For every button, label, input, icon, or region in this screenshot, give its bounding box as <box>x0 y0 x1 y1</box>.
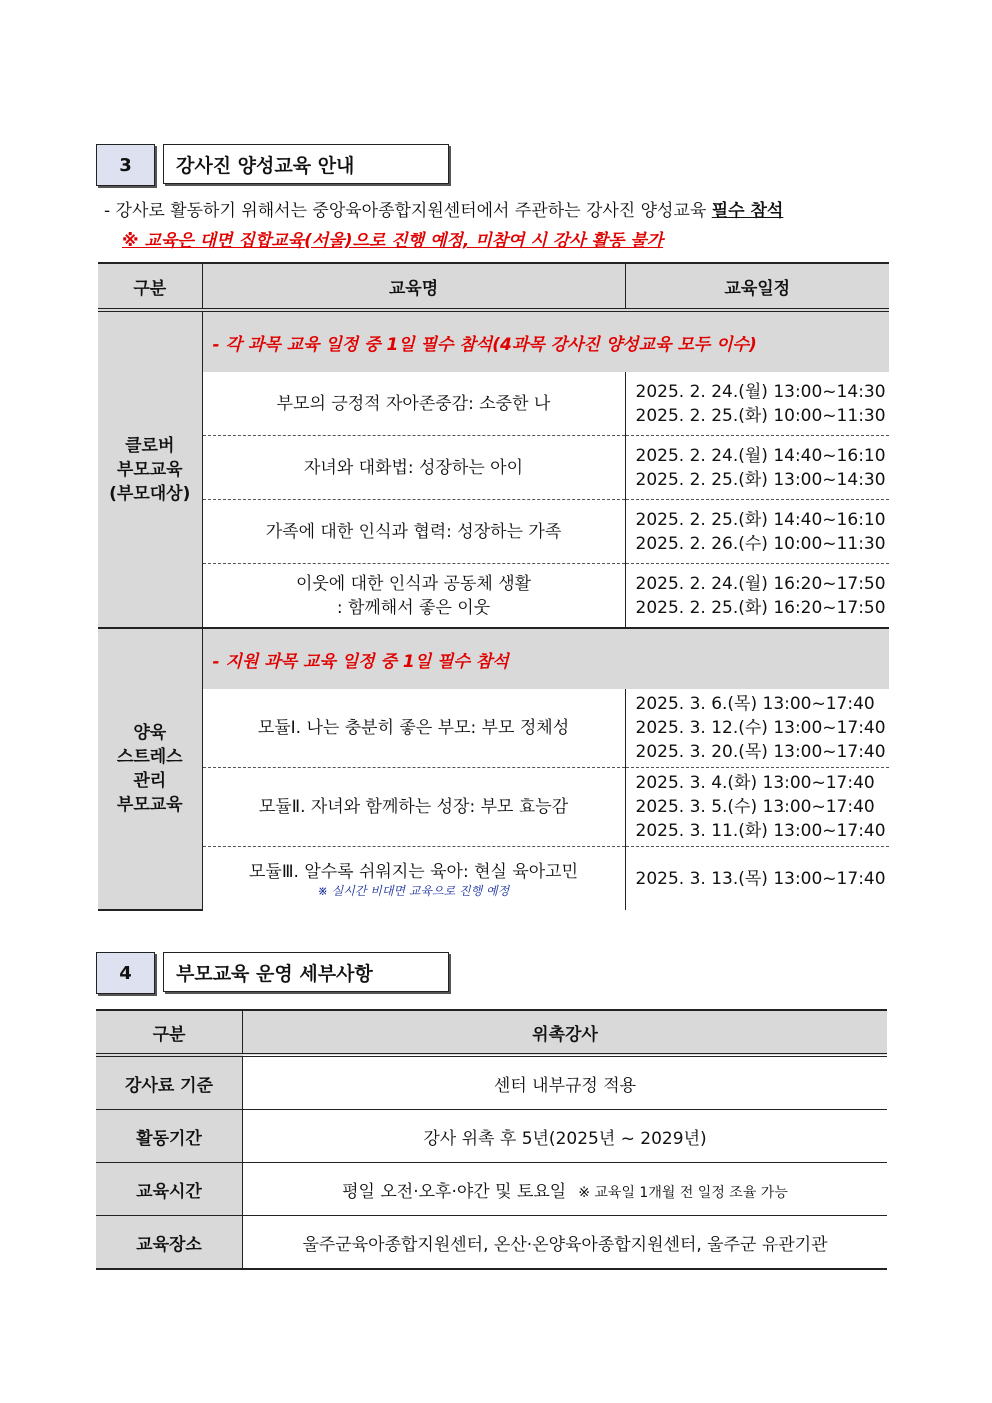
table-row <box>98 564 889 629</box>
section3-intro <box>104 196 783 221</box>
online-note: ※ 실시간 비대면 교육으로 진행 예정 <box>317 883 510 898</box>
table-row <box>96 1055 887 1110</box>
course-dates: 2025. 2. 24.(월) 13:00~14:30 2025. 2. 25.(화) 10:00~11:30 <box>625 372 889 436</box>
table-row <box>98 436 889 500</box>
header-instructor: 위촉강사 <box>243 1010 888 1055</box>
section3-notice: ※ 교육은 대면 집합교육(서울)으로 진행 예정, 미참여 시 강사 활동 불가 <box>122 231 664 251</box>
table-row <box>96 1163 887 1216</box>
group1-band: - 각 과목 교육 일정 중 1일 필수 참석(4과목 강사진 양성교육 모두 이수) <box>202 310 889 372</box>
operation-details-table <box>96 1009 887 1270</box>
row-value: 울주군육아종합지원센터, 온산·온양육아종합지원센터, 울주군 유관기관 <box>243 1216 888 1270</box>
row-value: 센터 내부규정 적용 <box>243 1055 888 1110</box>
table-row <box>98 500 889 564</box>
table-header-row <box>98 263 889 310</box>
table-row <box>98 847 889 911</box>
course-name: 모듈Ⅰ. 나는 충분히 좋은 부모: 부모 정체성 <box>202 689 625 768</box>
table-header-row <box>96 1010 887 1055</box>
row-value: 강사 위촉 후 5년(2025년 ~ 2029년) <box>243 1110 888 1163</box>
course-name: 모듈Ⅲ. 알수록 쉬워지는 육아: 현실 육아고민 ※ 실시간 비대면 교육으로 진행 예정 <box>202 847 625 911</box>
intro-text: - 강사로 활동하기 위해서는 중앙육아종합지원센터에서 주관하는 강사진 양성교육 <box>104 201 712 221</box>
group2-label: 양육 스트레스 관리 부모교육 <box>98 628 202 910</box>
course-dates: 2025. 3. 6.(목) 13:00~17:40 2025. 3. 12.(수) 13:00~17:40 2025. 3. 20.(목) 13:00~17:40 <box>625 689 889 768</box>
course-dates: 2025. 2. 24.(월) 14:40~16:10 2025. 2. 25.(화) 13:00~14:30 <box>625 436 889 500</box>
row-label: 강사료 기준 <box>96 1055 243 1110</box>
table-row <box>98 689 889 768</box>
row-value: 평일 오전·오후·야간 및 토요일 ※ 교육일 1개월 전 일정 조율 가능 <box>243 1163 888 1216</box>
schedule-note: ※ 교육일 1개월 전 일정 조율 가능 <box>578 1184 788 1201</box>
header-course: 교육명 <box>202 263 625 310</box>
course-name: 가족에 대한 인식과 협력: 성장하는 가족 <box>202 500 625 564</box>
section3-title: 강사진 양성교육 안내 <box>163 144 449 184</box>
course-dates: 2025. 3. 13.(목) 13:00~17:40 <box>625 847 889 911</box>
header-category: 구분 <box>96 1010 243 1055</box>
course-dates: 2025. 2. 25.(화) 14:40~16:10 2025. 2. 26.(수) 10:00~11:30 <box>625 500 889 564</box>
row-label: 활동기간 <box>96 1110 243 1163</box>
header-schedule: 교육일정 <box>625 263 889 310</box>
row-label: 교육시간 <box>96 1163 243 1216</box>
course-name: 부모의 긍정적 자아존중감: 소중한 나 <box>202 372 625 436</box>
table-row <box>96 1216 887 1270</box>
intro-emphasis: 필수 참석 <box>711 201 784 221</box>
course-dates: 2025. 2. 24.(월) 16:20~17:50 2025. 2. 25.(화) 16:20~17:50 <box>625 564 889 629</box>
section4-title: 부모교육 운영 세부사항 <box>163 952 449 992</box>
table-row <box>98 372 889 436</box>
training-schedule-table <box>98 262 889 911</box>
section4-number: 4 <box>96 952 155 994</box>
group1-band-row <box>98 310 889 372</box>
course-dates: 2025. 3. 4.(화) 13:00~17:40 2025. 3. 5.(수) 13:00~17:40 2025. 3. 11.(화) 13:00~17:40 <box>625 768 889 847</box>
group2-band: - 지원 과목 교육 일정 중 1일 필수 참석 <box>202 628 889 689</box>
table-row <box>96 1110 887 1163</box>
group1-label: 클로버 부모교육 (부모대상) <box>98 310 202 628</box>
course-name: 이웃에 대한 인식과 공동체 생활 : 함께해서 좋은 이웃 <box>202 564 625 629</box>
header-category: 구분 <box>98 263 202 310</box>
group2-band-row <box>98 628 889 689</box>
table-row <box>98 768 889 847</box>
course-name: 모듈Ⅱ. 자녀와 함께하는 성장: 부모 효능감 <box>202 768 625 847</box>
course-name: 자녀와 대화법: 성장하는 아이 <box>202 436 625 500</box>
row-label: 교육장소 <box>96 1216 243 1270</box>
section3-number: 3 <box>96 144 155 186</box>
